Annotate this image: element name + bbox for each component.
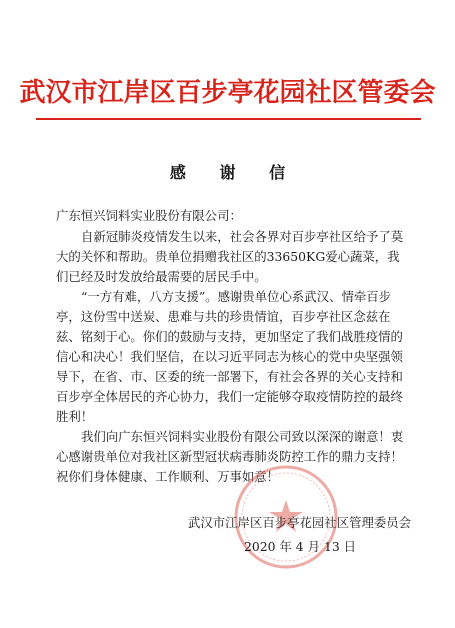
letterhead-org-name: 武汉市江岸区百步亭花园社区管委会: [19, 78, 436, 108]
letter-paragraph-1: 自新冠肺炎疫情发生以来，社会各界对百步亭社区给予了莫大的关怀和帮助。贵单位捐赠我社区的33650KG爱心蔬菜，我们已经及时发放给最需要的居民手中。: [56, 229, 404, 284]
letter-salutation: 广东恒兴饲料实业股份有限公司：: [56, 208, 242, 223]
letter-paragraph-3: 我们向广东恒兴饲料实业股份有限公司致以深深的谢意！衷心感谢贵单位对我社区新型冠状病毒肺炎防控工作的鼎力支持！祝你们身体健康、工作顺利、万事如意！: [56, 429, 404, 484]
signature-organization: 武汉市江岸区百步亭花园社区管理委员会: [188, 515, 412, 530]
letter-title: 感 谢 信: [169, 163, 300, 182]
letterhead-divider: [36, 118, 421, 120]
letter-body: [56, 206, 406, 487]
letter-paragraph-2: “一方有难，八方支援”。感谢贵单位心系武汉、情牵百步亭，这份雪中送炭、患难与共的珍贵情谊，百步亭社区念兹在兹、铭刻于心。你们的鼓励与支持，更加坚定了我们战胜疫情的信心和决心！我们坚信，在以习近平同志为核心的党中央坚强领导下，在省、市、区委的统一部署下，有社会各界的关心支持和百步亭全体居民的齐心协力，我们一定能够夺取疫情防控的最终胜利！: [56, 289, 403, 424]
signature-date: 2020 年 4 月 13 日: [244, 539, 357, 554]
